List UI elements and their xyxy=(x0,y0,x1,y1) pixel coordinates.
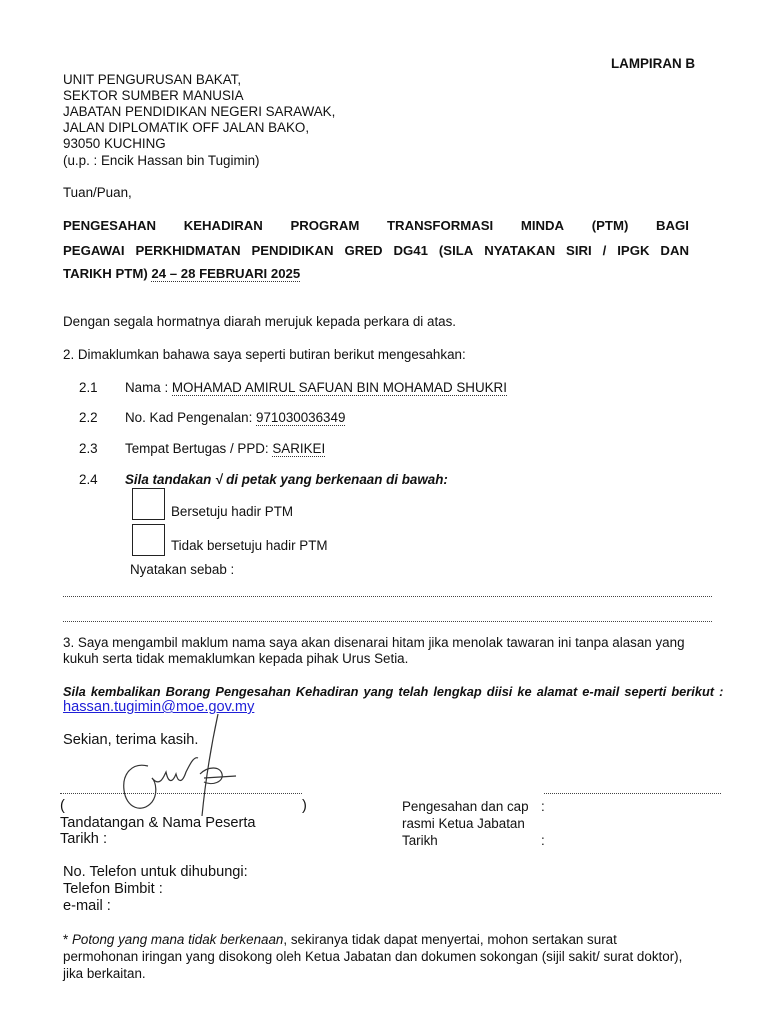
disagree-label: Tidak bersetuju hadir PTM xyxy=(171,538,328,553)
address-line: (u.p. : Encik Hassan bin Tugimin) xyxy=(63,153,260,168)
subject-line-1 xyxy=(63,218,689,234)
closing-text: Sekian, terima kasih. xyxy=(63,732,199,748)
subject-word: PERKHIDMATAN xyxy=(135,243,241,258)
ic-label: No. Kad Pengenalan: xyxy=(125,410,257,425)
colon: : xyxy=(541,799,545,814)
subject-line-2 xyxy=(63,243,689,259)
address-line: JABATAN PENDIDIKAN NEGERI SARAWAK, xyxy=(63,104,336,119)
email-link-text[interactable]: hassan.tugimin@moe.gov.my xyxy=(63,699,255,715)
name-value: MOHAMAD AMIRUL SAFUAN BIN MOHAMAD SHUKRI xyxy=(171,380,507,395)
footnote-line-3: jika berkaitan. xyxy=(63,966,146,981)
reason-label: Nyatakan sebab : xyxy=(130,562,235,577)
head-date-label: Tarikh xyxy=(402,833,438,848)
name-label: Nama : xyxy=(125,380,172,395)
item-number: 2.3 xyxy=(79,441,98,456)
mobile-label: Telefon Bimbit : xyxy=(63,881,163,897)
address-line: JALAN DIPLOMATIK OFF JALAN BAKO, xyxy=(63,120,310,135)
email-label: e-mail : xyxy=(63,898,111,914)
attachment-label: LAMPIRAN B xyxy=(611,56,696,71)
workplace-label: Tempat Bertugas / PPD: xyxy=(125,441,273,456)
intro-paragraph: Dengan segala hormatnya diarah merujuk kepada perkara di atas. xyxy=(63,314,457,329)
programme-date: 24 – 28 FEBRUARI 2025 xyxy=(151,266,301,281)
subject-word: IPGK xyxy=(617,243,650,258)
ic-field xyxy=(125,410,345,426)
subject-line-3 xyxy=(63,266,300,282)
subject-word: PROGRAM xyxy=(290,218,360,233)
subject-word: TRANSFORMASI xyxy=(386,218,494,233)
item-number: 2.1 xyxy=(79,380,98,395)
agree-checkbox[interactable] xyxy=(132,488,165,520)
address-line: 93050 KUCHING xyxy=(63,136,166,151)
agree-label: Bersetuju hadir PTM xyxy=(171,504,294,519)
return-instruction: Sila kembalikan Borang Pengesahan Kehadiran yang telah lengkap diisi ke alamat e-mail seperti berikut : xyxy=(63,684,724,699)
paragraph-2: 2. Dimaklumkan bahawa saya seperti butiran berikut mengesahkan: xyxy=(63,347,466,362)
subject-word: SIRI xyxy=(566,243,592,258)
subject-word: GRED xyxy=(344,243,383,258)
footnote-line-1 xyxy=(63,932,617,948)
subject-prefix: TARIKH PTM) xyxy=(63,266,148,281)
paren-close: ) xyxy=(302,798,307,814)
disagree-checkbox[interactable] xyxy=(132,524,165,556)
name-field xyxy=(125,380,507,396)
reason-line[interactable] xyxy=(63,596,712,597)
address-line: UNIT PENGURUSAN BAKAT, xyxy=(63,72,242,87)
subject-word: (PTM) xyxy=(591,218,629,233)
paragraph-3-line-1: 3. Saya mengambil maklum nama saya akan disenarai hitam jika menolak tawaran ini tanpa alasan yang xyxy=(63,635,685,650)
address-line: SEKTOR SUMBER MANUSIA xyxy=(63,88,244,103)
item-number: 2.4 xyxy=(79,472,98,487)
reason-line[interactable] xyxy=(63,621,712,622)
signature-image xyxy=(108,712,248,822)
tick-instruction: Sila tandakan √ di petak yang berkenaan di bawah: xyxy=(125,472,448,487)
subject-word: BAGI xyxy=(656,218,689,233)
subject-word: PEGAWAI xyxy=(63,243,125,258)
footnote-rest: , sekiranya tidak dapat menyertai, mohon sertakan surat xyxy=(283,932,617,947)
participant-date-label: Tarikh : xyxy=(60,831,108,847)
confirmation-label-1: Pengesahan dan cap xyxy=(402,799,529,814)
confirmation-label-2: rasmi Ketua Jabatan xyxy=(402,816,525,831)
item-number: 2.2 xyxy=(79,410,98,425)
subject-word: (SILA xyxy=(438,243,474,258)
salutation: Tuan/Puan, xyxy=(63,185,132,200)
colon: : xyxy=(541,833,545,848)
head-signature-line[interactable] xyxy=(544,793,721,794)
paren-open: ( xyxy=(60,798,65,814)
subject-word: DAN xyxy=(660,243,689,258)
participant-signature-label: Tandatangan & Nama Peserta xyxy=(60,815,256,831)
footnote-italic: Potong yang mana tidak berkenaan xyxy=(71,932,284,947)
paragraph-3-line-2: kukuh serta tidak memaklumkan kepada pihak Urus Setia. xyxy=(63,651,409,666)
contact-heading: No. Telefon untuk dihubungi: xyxy=(63,864,248,880)
subject-word: / xyxy=(602,243,607,258)
subject-word: PENDIDIKAN xyxy=(251,243,334,258)
footnote-line-2: permohonan iringan yang disokong oleh Ketua Jabatan dan dokumen sokongan (sijil sakit/ surat doktor), xyxy=(63,949,683,964)
subject-word: PENGESAHAN xyxy=(63,218,157,233)
subject-word: KEHADIRAN xyxy=(183,218,263,233)
subject-word: NYATAKAN xyxy=(484,243,556,258)
footnote-star: * xyxy=(63,932,72,947)
workplace-field xyxy=(125,441,325,457)
subject-word: DG41 xyxy=(393,243,428,258)
ic-value: 971030036349 xyxy=(256,410,346,425)
subject-word: MINDA xyxy=(520,218,565,233)
workplace-value: SARIKEI xyxy=(272,441,326,456)
participant-signature-line[interactable] xyxy=(60,793,302,794)
